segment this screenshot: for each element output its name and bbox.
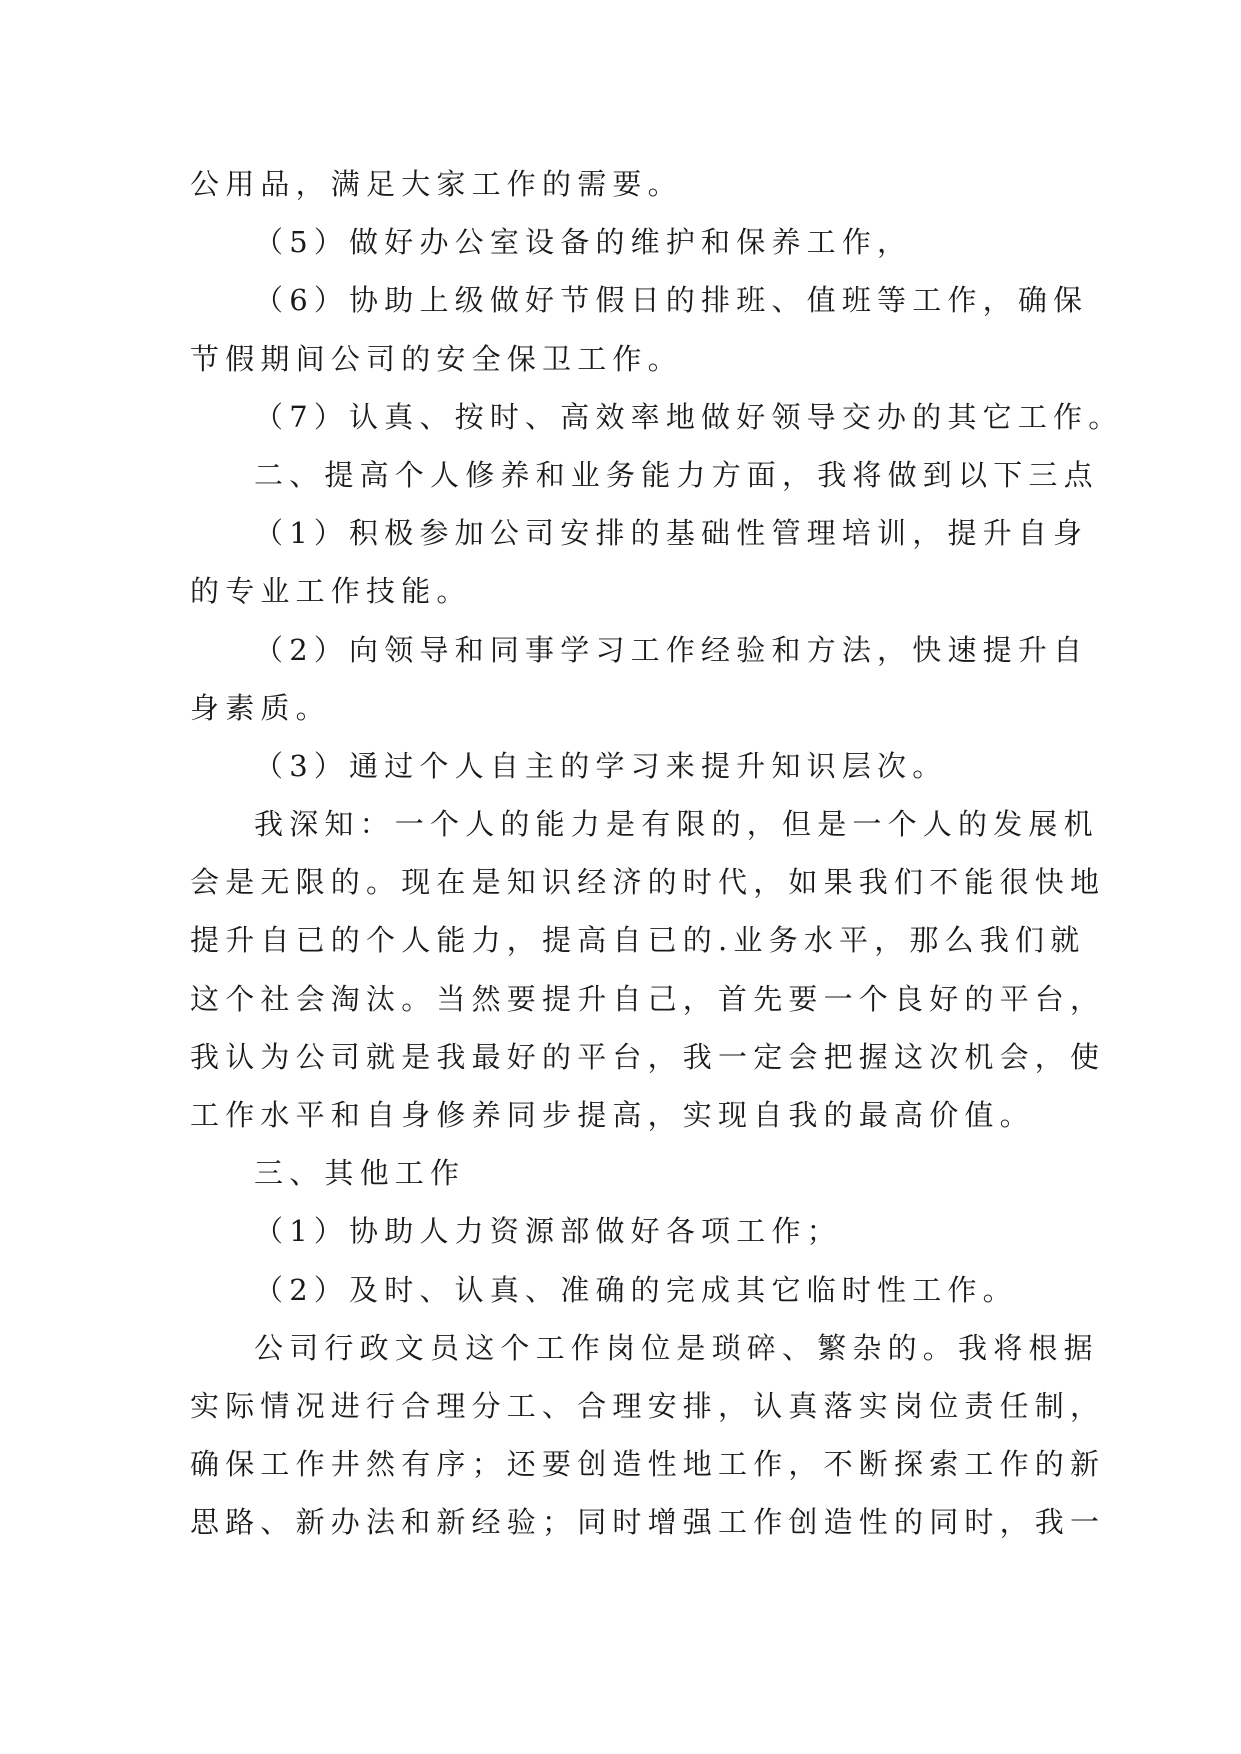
text-line: 公用品，满足大家工作的需要。 <box>190 167 683 201</box>
text-line: 节假期间公司的安全保卫工作。 <box>190 341 683 376</box>
text-line: （2）及时、认真、准确的完成其它临时性工作。 <box>254 1272 1018 1307</box>
text-line: （1）协助人力资源部做好各项工作； <box>254 1214 842 1249</box>
text-line: 三、其他工作 <box>254 1156 466 1191</box>
text-line: 我认为公司就是我最好的平台，我一定会把握这次机会，使 <box>190 1039 1106 1074</box>
text-line: 身素质。 <box>190 690 331 725</box>
text-line: 的专业工作技能。 <box>190 574 472 609</box>
text-line: （1）积极参加公司安排的基础性管理培训，提升自身 <box>254 516 1089 551</box>
text-line: （6）协助上级做好节假日的排班、值班等工作，确保 <box>254 283 1089 318</box>
text-line: 这个社会淘汰。当然要提升自己，首先要一个良好的平台， <box>190 981 1106 1016</box>
text-line: 思路、新办法和新经验；同时增强工作创造性的同时，我一 <box>190 1505 1106 1540</box>
text-line: 二、提高个人修养和业务能力方面，我将做到以下三点 <box>254 457 1099 492</box>
text-line: （5）做好办公室设备的维护和保养工作， <box>254 225 913 260</box>
text-line: 提升自已的个人能力，提高自已的.业务水平，那么我们就 <box>190 923 1086 958</box>
text-line: 工作水平和自身修养同步提高，实现自我的最高价值。 <box>190 1098 1035 1132</box>
text-line: 我深知：一个人的能力是有限的，但是一个人的发展机 <box>254 807 1099 842</box>
text-line: 公司行政文员这个工作岗位是琐碎、繁杂的。我将根据 <box>254 1330 1099 1365</box>
text-line: 实际情况进行合理分工、合理安排，认真落实岗位责任制， <box>190 1388 1106 1423</box>
document-body <box>190 155 1124 1552</box>
text-line: （7）认真、按时、高效率地做好领导交办的其它工作。 <box>254 399 1124 434</box>
text-line: 确保工作井然有序；还要创造性地工作，不断探索工作的新 <box>190 1447 1106 1482</box>
text-line: （3）通过个人自主的学习来提升知识层次。 <box>254 748 948 783</box>
text-line: 会是无限的。现在是知识经济的时代，如果我们不能很快地 <box>190 865 1106 900</box>
text-line: （2）向领导和同事学习工作经验和方法，快速提升自 <box>254 632 1089 667</box>
